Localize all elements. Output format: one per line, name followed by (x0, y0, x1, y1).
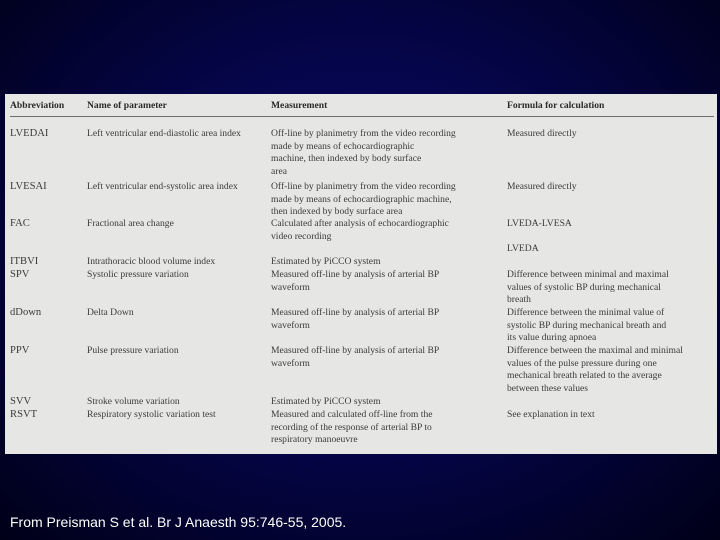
row-parameter-name: Respiratory systolic variation test (87, 409, 216, 420)
formula-line: mechanical breath related to the average (507, 370, 662, 381)
measurement-line: waveform (271, 319, 310, 331)
formula-line: systolic BP during mechanical breath and (507, 319, 667, 331)
header-formula: Formula for calculation (507, 100, 605, 111)
row-abbreviation: RSVT (10, 409, 38, 420)
formula-line: breath (507, 294, 531, 305)
measurement-line: recording of the response of arterial BP to (271, 421, 432, 433)
row-abbreviation: PPV (10, 345, 30, 356)
parameters-table (5, 94, 717, 454)
row-measurement (271, 345, 501, 370)
header-abbreviation: Abbreviation (10, 100, 65, 111)
citation: From Preisman S et al. Br J Anaesth 95:746-55, 2005. (10, 514, 347, 530)
measurement-line: Estimated by PiCCO system (271, 396, 381, 407)
measurement-line: respiratory manoeuvre (271, 434, 358, 445)
row-formula (507, 269, 715, 307)
row-abbreviation: SVV (10, 396, 32, 407)
formula-line: Measured directly (507, 181, 577, 192)
row-abbreviation: SPV (10, 269, 30, 280)
header-name-of-parameter: Name of parameter (87, 100, 167, 111)
row-measurement (271, 181, 501, 219)
row-formula (507, 409, 715, 422)
measurement-line: made by means of echocardiographic machine, (271, 193, 452, 205)
measurement-line: waveform (271, 357, 310, 369)
row-measurement (271, 409, 501, 447)
row-measurement (271, 396, 501, 409)
row-formula (507, 181, 715, 194)
measurement-line: then indexed by body surface area (271, 206, 403, 217)
row-abbreviation: ITBVI (10, 256, 39, 267)
measurement-line: Measured off-line by analysis of arterial BP (271, 345, 440, 356)
formula-line: Measured directly (507, 128, 577, 139)
measurement-line: area (271, 165, 287, 177)
row-formula (507, 307, 715, 345)
row-parameter-name: Pulse pressure variation (87, 345, 179, 356)
row-formula (507, 218, 715, 256)
row-parameter-name: Fractional area change (87, 218, 174, 229)
row-measurement (271, 218, 501, 243)
row-measurement (271, 269, 501, 294)
row-parameter-name: Delta Down (87, 307, 134, 318)
row-formula (507, 128, 715, 141)
formula-line: values of the pulse pressure during one (507, 357, 657, 369)
measurement-line: Off-line by planimetry from the video recording (271, 181, 456, 192)
formula-line: values of systolic BP during mechanical (507, 281, 661, 293)
row-abbreviation: FAC (10, 218, 30, 229)
row-parameter-name: Intrathoracic blood volume index (87, 256, 216, 267)
measurement-line: video recording (271, 230, 332, 242)
row-measurement (271, 256, 501, 269)
row-abbreviation: LVESAI (10, 181, 47, 192)
measurement-line: Off-line by planimetry from the video recording (271, 128, 456, 139)
measurement-line: Measured off-line by analysis of arterial BP (271, 307, 440, 318)
row-parameter-name: Left ventricular end-systolic area index (87, 181, 238, 192)
formula-line: Difference between the minimal value of (507, 307, 665, 318)
formula-line: Difference between the maximal and minimal (507, 345, 683, 356)
measurement-line: waveform (271, 281, 310, 293)
formula-line: LVEDA (507, 243, 539, 254)
measurement-line: machine, then indexed by body surface (271, 153, 422, 164)
formula-line (507, 231, 715, 244)
row-measurement (271, 128, 501, 178)
row-parameter-name: Systolic pressure variation (87, 269, 189, 280)
formula-line: Difference between minimal and maximal (507, 269, 669, 280)
row-parameter-name: Left ventricular end-diastolic area index (87, 128, 241, 139)
measurement-line: made by means of echocardiographic (271, 140, 415, 152)
formula-line: its value during apnoea (507, 332, 597, 343)
row-formula (507, 345, 715, 395)
header-divider (10, 116, 714, 117)
row-parameter-name: Stroke volume variation (87, 396, 180, 407)
header-measurement: Measurement (271, 100, 328, 111)
row-abbreviation: LVEDAI (10, 128, 49, 139)
formula-line: between these values (507, 382, 588, 394)
measurement-line: Estimated by PiCCO system (271, 256, 381, 267)
measurement-line: Measured off-line by analysis of arterial BP (271, 269, 440, 280)
measurement-line: Calculated after analysis of echocardiographic (271, 218, 449, 229)
measurement-line: Measured and calculated off-line from the (271, 409, 433, 420)
row-abbreviation: dDown (10, 307, 42, 318)
row-measurement (271, 307, 501, 332)
formula-line: See explanation in text (507, 409, 595, 420)
formula-line: LVEDA-LVESA (507, 218, 572, 229)
